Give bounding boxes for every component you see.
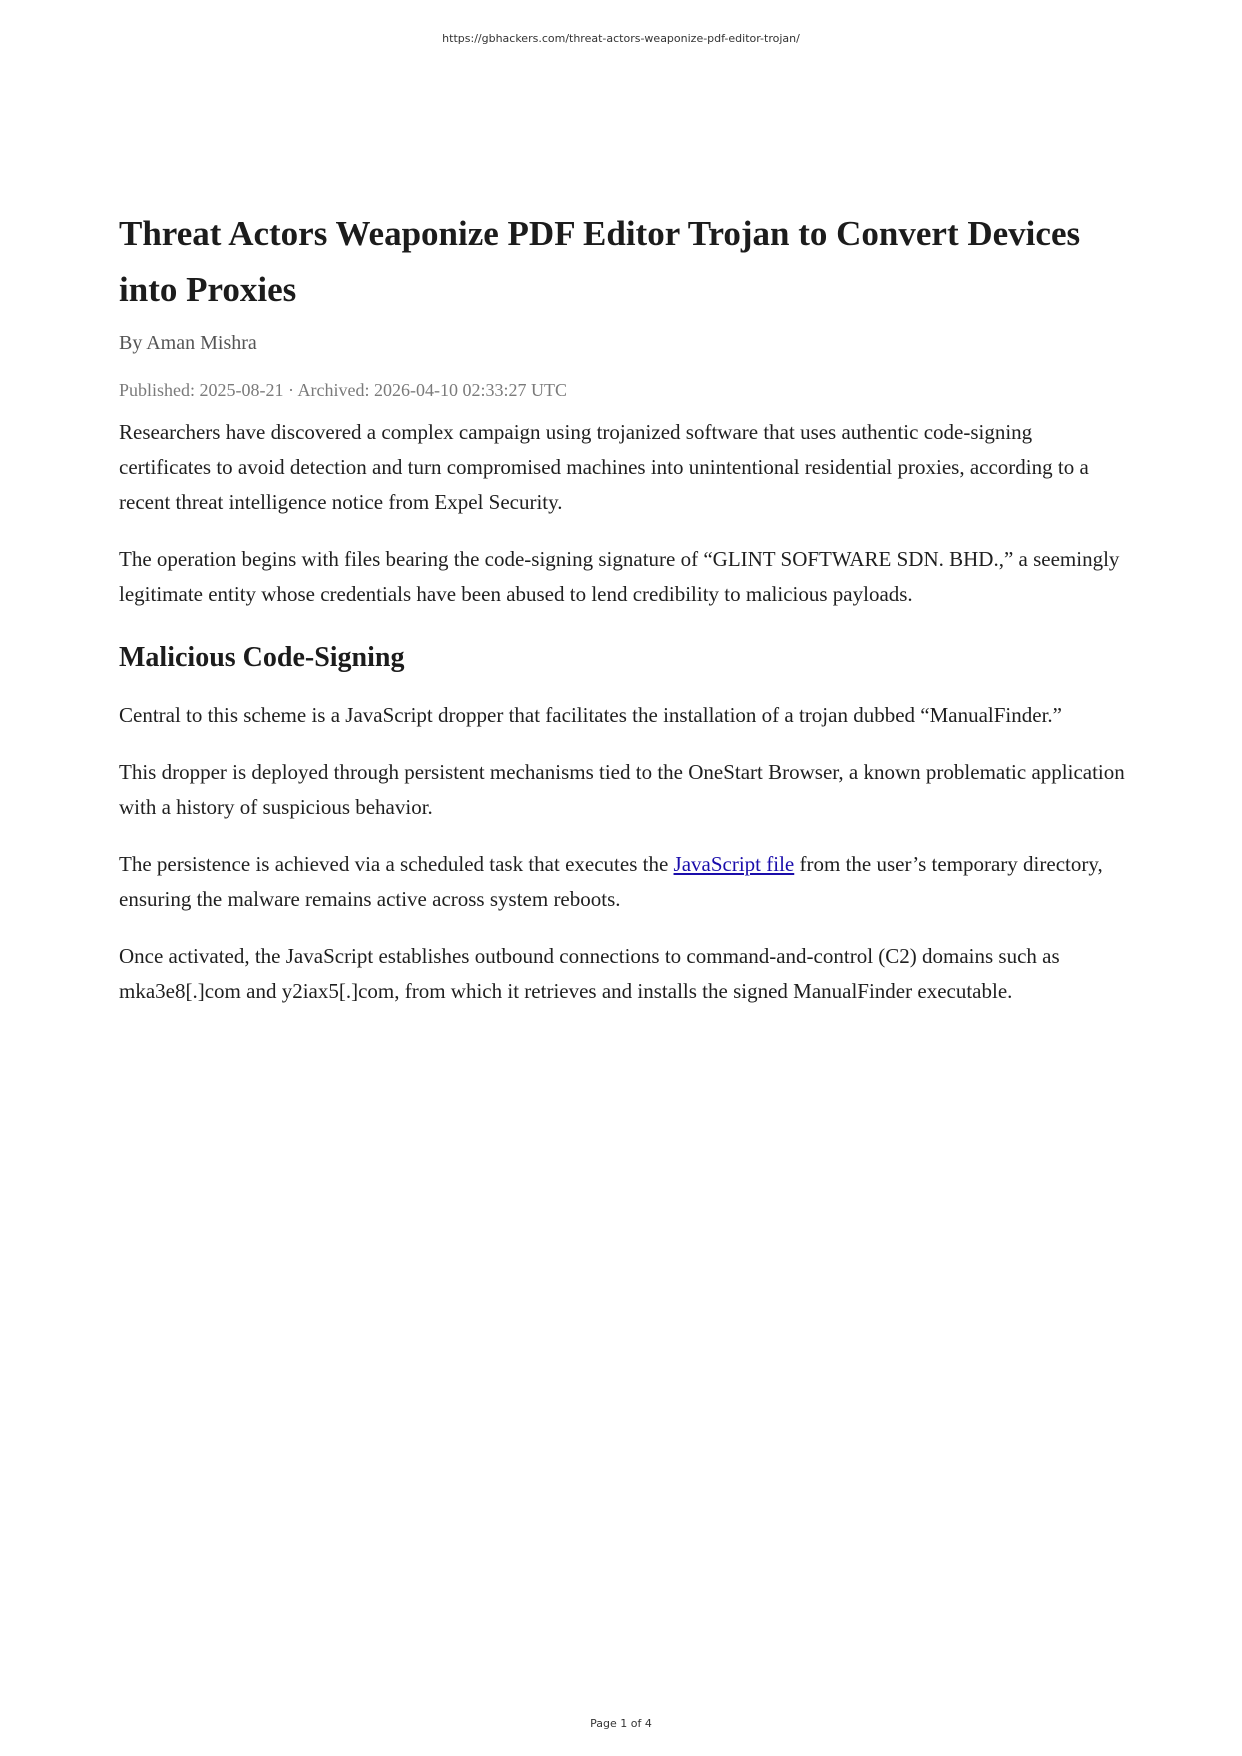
paragraph-dropper: Central to this scheme is a JavaScript dropper that facilitates the installation of a trojan dubbed “ManualFinder.” [119, 703, 1062, 727]
publish-meta: Published: 2025-08-21 · Archived: 2026-04-10 02:33:27 UTC [119, 380, 567, 400]
page-url: https://gbhackers.com/threat-actors-weaponize-pdf-editor-trojan/ [442, 32, 800, 45]
section-heading: Malicious Code-Signing [119, 642, 405, 673]
article-body [119, 206, 1129, 1031]
persistence-text-after: from the user’s temporary directory, ensuring the malware remains active across system reboots. [119, 852, 1103, 911]
javascript-file-link[interactable]: JavaScript file [673, 852, 795, 876]
paragraph-onestart: This dropper is deployed through persistent mechanisms tied to the OneStart Browser, a known problematic application with a history of suspicious behavior. [119, 760, 1125, 819]
persistence-text-before: The persistence is achieved via a scheduled task that executes the [119, 852, 674, 876]
paragraph-persistence [119, 847, 1129, 917]
author-byline: By Aman Mishra [119, 332, 257, 354]
paragraph-operation: The operation begins with files bearing the code-signing signature of “GLINT SOFTWARE SDN. BHD.,” a seemingly legitimate entity whose credentials have been abused to lend credibility to malicious payloads. [119, 547, 1120, 606]
page-number: Page 1 of 4 [590, 1717, 652, 1730]
article-title: Threat Actors Weaponize PDF Editor Trojan to Convert Devices into Proxies [119, 214, 1081, 309]
paragraph-intro: Researchers have discovered a complex campaign using trojanized software that uses authentic code-signing certificates to avoid detection and turn compromised machines into unintentional residential proxies, according to a recent threat intelligence notice from Expel Security. [119, 420, 1089, 514]
paragraph-c2: Once activated, the JavaScript establishes outbound connections to command-and-control (C2) domains such as mka3e8[.]com and y2iax5[.]com, from which it retrieves and installs the signed ManualFinder executable. [119, 944, 1060, 1003]
